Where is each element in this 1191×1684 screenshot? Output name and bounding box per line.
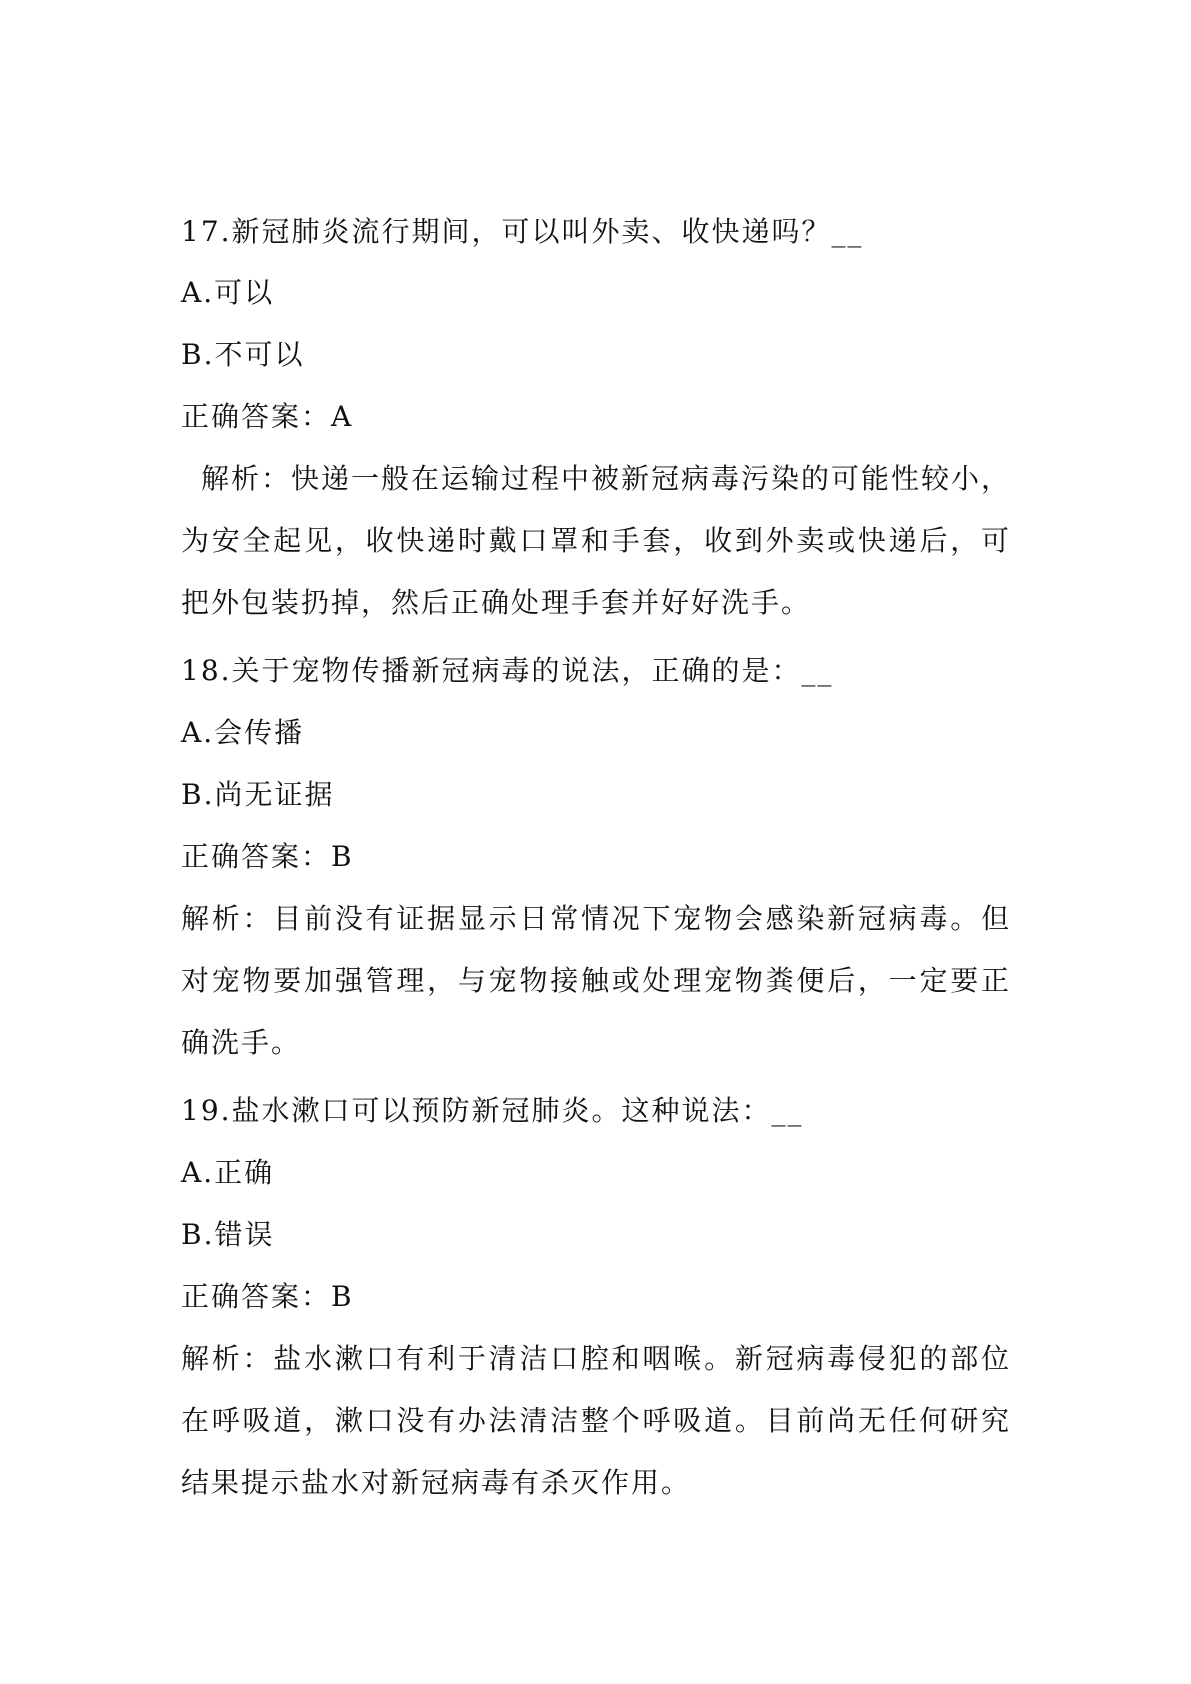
question-19-answer: 正确答案：B (181, 1280, 354, 1313)
question-19-option-a: A.正确 (181, 1156, 275, 1189)
question-17-option-a: A.可以 (181, 276, 275, 309)
question-19-option-b: B.错误 (181, 1218, 275, 1251)
question-19-text: 19.盐水漱口可以预防新冠肺炎。这种说法：__ (181, 1094, 804, 1127)
question-17-answer: 正确答案：A (181, 400, 354, 433)
question-18-option-b: B.尚无证据 (181, 778, 335, 811)
question-19-explanation: 解析：盐水漱口有利于清洁口腔和咽喉。新冠病毒侵犯的部位在呼吸道，漱口没有办法清洁整个呼吸道。目前尚无任何研究结果提示盐水对新冠病毒有杀灭作用。 (181, 1342, 1011, 1499)
question-18-option-a: A.会传播 (181, 716, 305, 749)
question-17-explanation: 解析：快递一般在运输过程中被新冠病毒污染的可能性较小，为安全起见，收快递时戴口罩和手套，收到外卖或快递后，可把外包装扔掉，然后正确处理手套并好好洗手。 (181, 462, 1012, 619)
question-18-answer: 正确答案：B (181, 840, 354, 873)
question-17-text: 17.新冠肺炎流行期间，可以叫外卖、收快递吗？__ (181, 215, 864, 248)
question-18-text: 18.关于宠物传播新冠病毒的说法，正确的是：__ (181, 654, 834, 687)
question-17-option-b: B.不可以 (181, 338, 305, 371)
question-18-explanation: 解析：目前没有证据显示日常情况下宠物会感染新冠病毒。但对宠物要加强管理，与宠物接触或处理宠物粪便后，一定要正确洗手。 (181, 902, 1011, 1059)
